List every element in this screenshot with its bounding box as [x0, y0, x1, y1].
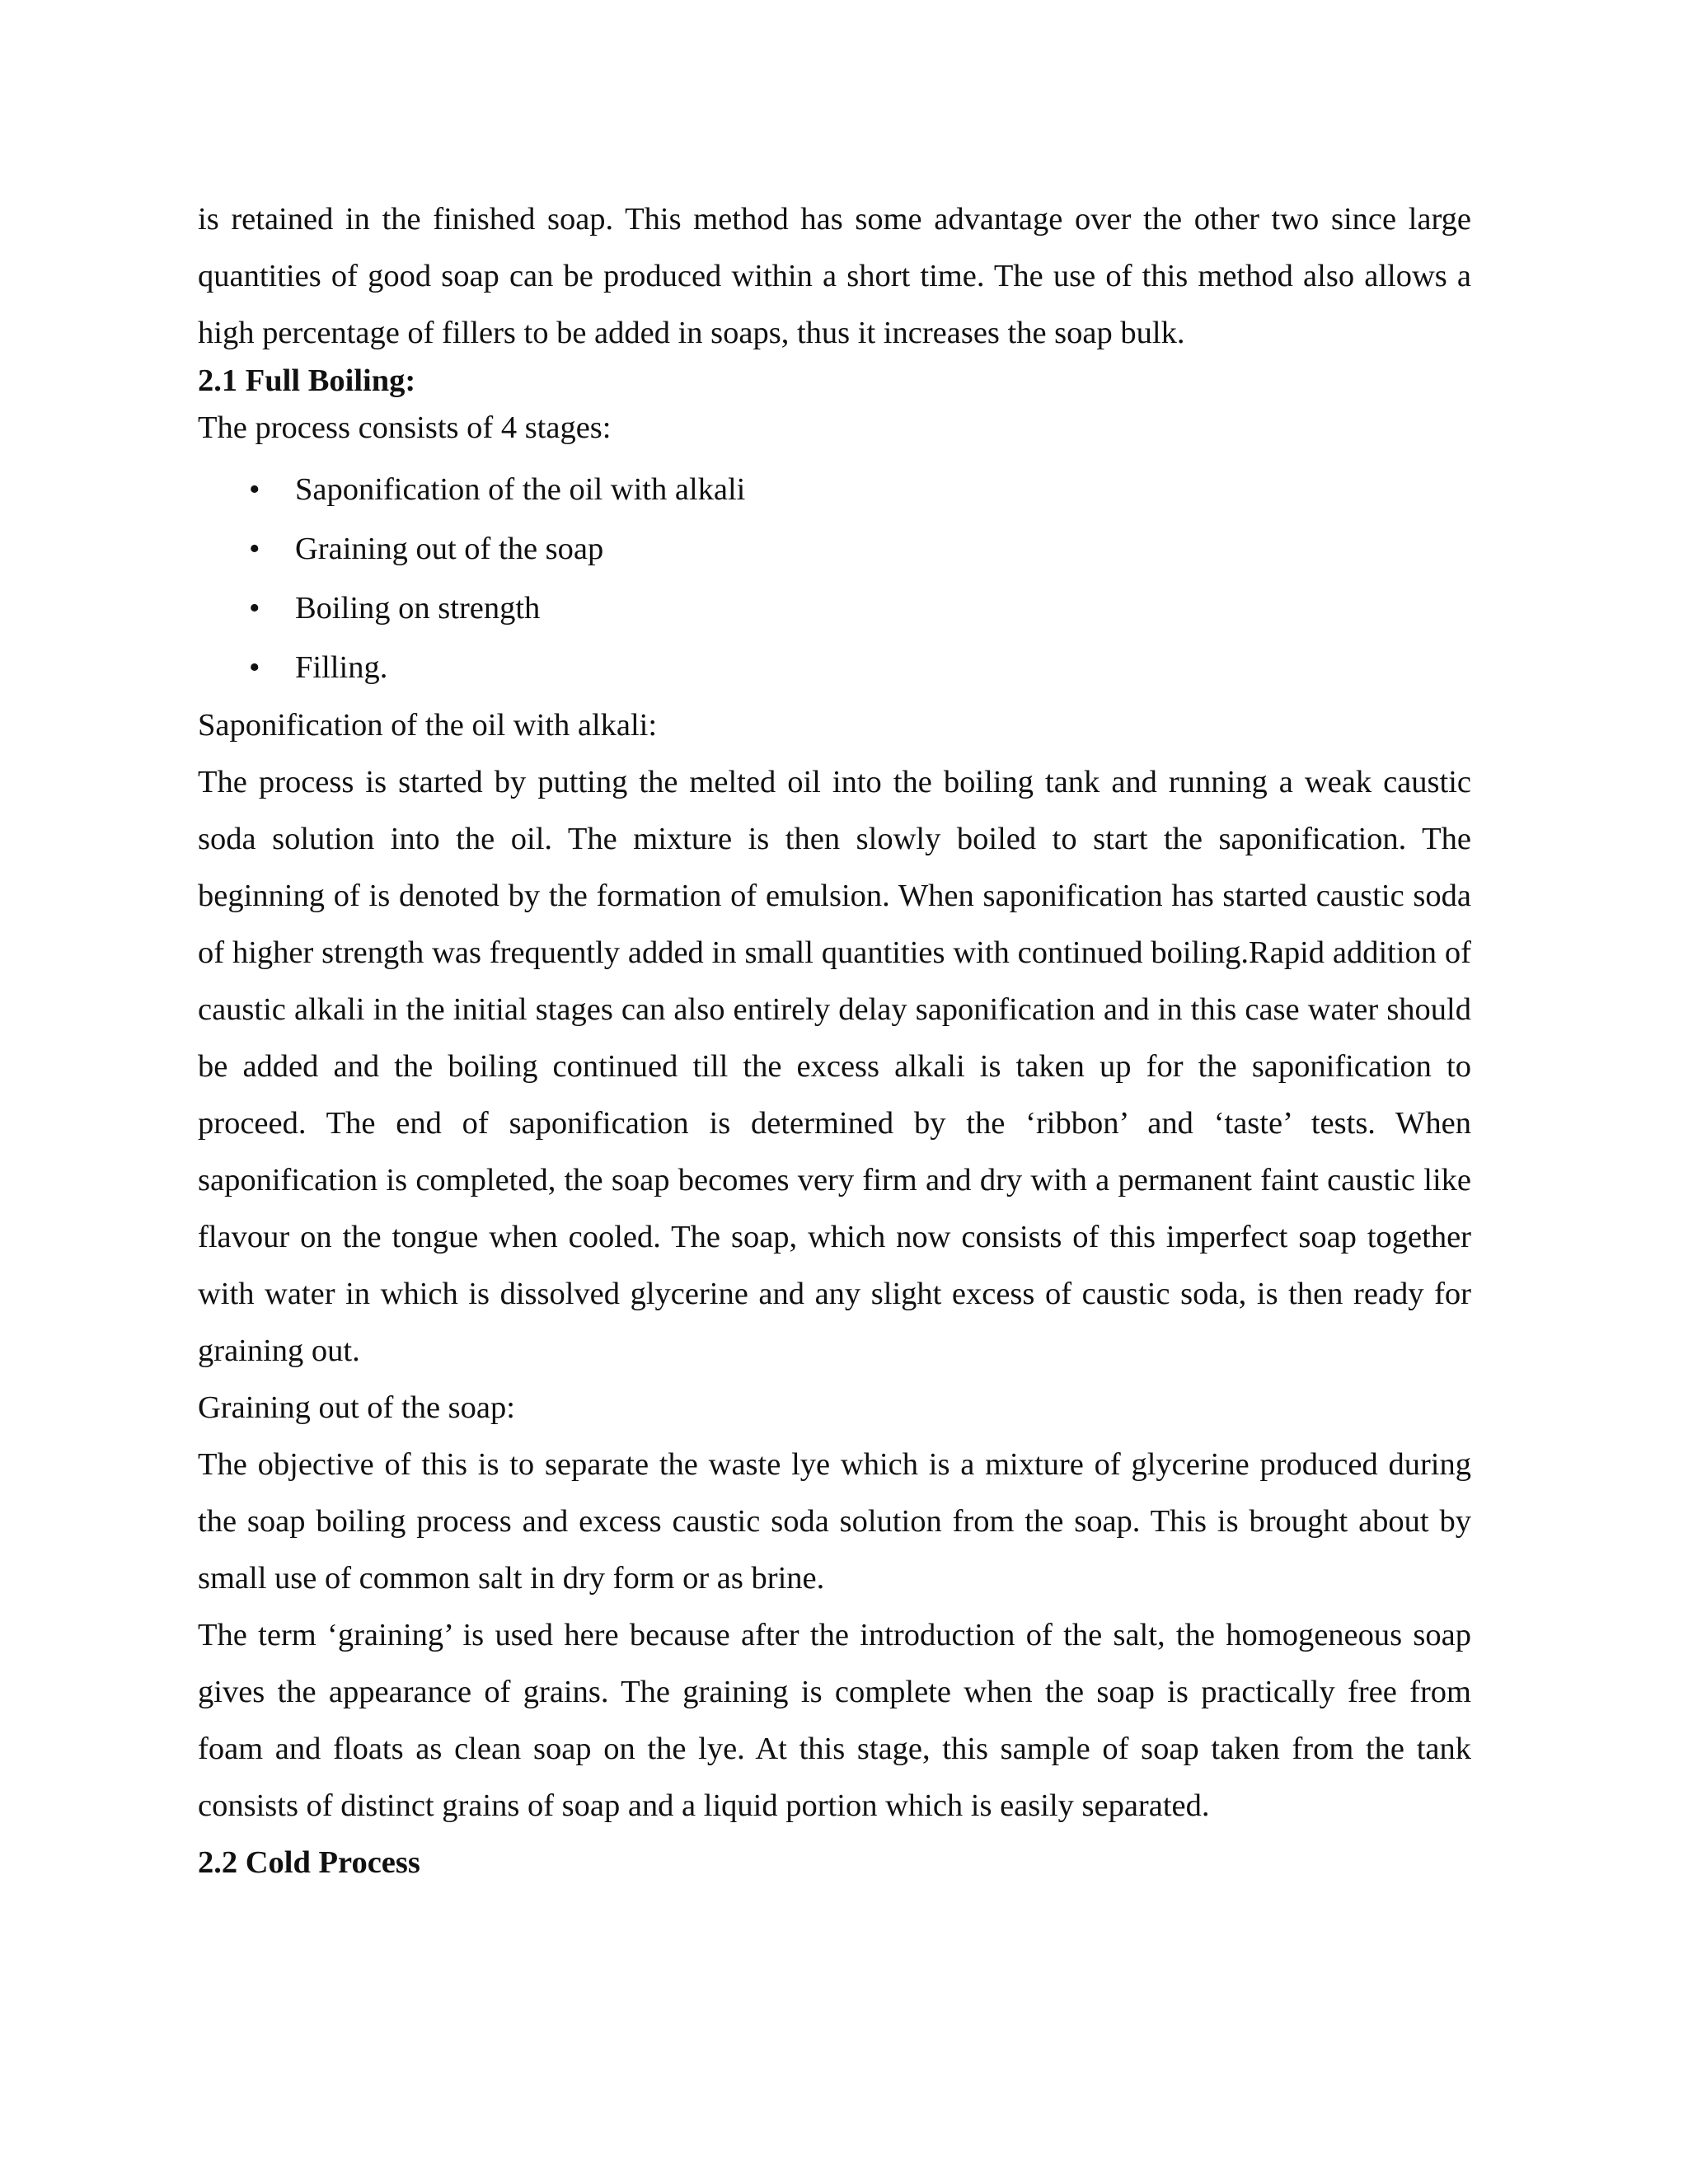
bullet-icon: • [249, 650, 260, 685]
section-heading-full-boiling: 2.1 Full Boiling: [198, 363, 416, 398]
list-item [198, 638, 1471, 697]
list-item [198, 579, 1471, 638]
list-item-label: Graining out of the soap [295, 532, 604, 566]
stages-list [198, 460, 1471, 697]
saponification-paragraph: The process is started by putting the melted oil into the boiling tank and running a weak caustic soda solution into the oil. The mixture is then slowly boiled to start the saponification. The beginning of is denoted by the formation of emulsion. When saponification has started caustic soda of higher strength was frequently added in small quantities with continued boiling.Rapid addition of caustic alkali in the initial stages can also entirely delay saponification and in this case water should be added and the boiling continued till the excess alkali is taken up for the saponification to proceed. The end of saponification is determined by the ‘ribbon’ and ‘taste’ tests. When saponification is completed, the soap becomes very firm and dry with a permanent faint caustic like flavour on the tongue when cooled. The soap, which now consists of this imperfect soap together with water in which is dissolved glycerine and any slight excess of caustic soda, is then ready for graining out. [198, 765, 1471, 1368]
graining-paragraph-2: The term ‘graining’ is used here because after the introduction of the salt, the homogeneous soap gives the appearance of grains. The graining is complete when the soap is practically free from foam and floats as clean soap on the lye. At this stage, this sample of soap taken from the tank consists of distinct grains of soap and a liquid portion which is easily separated. [198, 1618, 1471, 1823]
subheading-graining: Graining out of the soap: [198, 1390, 515, 1425]
bullet-icon: • [249, 532, 260, 566]
bullet-icon: • [249, 472, 260, 507]
document-page [198, 191, 1471, 1891]
subheading-saponification: Saponification of the oil with alkali: [198, 708, 658, 743]
list-item-label: Filling. [295, 650, 388, 685]
list-item-label: Saponification of the oil with alkali [295, 472, 746, 507]
bullet-icon: • [249, 591, 260, 626]
intro-paragraph: is retained in the finished soap. This method has some advantage over the other two since large quantities of good soap can be produced within a short time. The use of this method also allows a high percentage of fillers to be added in soaps, thus it increases the soap bulk. [198, 202, 1471, 350]
section-heading-cold-process: 2.2 Cold Process [198, 1845, 420, 1880]
list-item [198, 519, 1471, 579]
list-item-label: Boiling on strength [295, 591, 541, 626]
graining-paragraph-1: The objective of this is to separate the waste lye which is a mixture of glycerine produced during the soap boiling process and excess caustic soda solution from the soap. This is brought about by small use of common salt in dry form or as brine. [198, 1447, 1471, 1596]
list-item [198, 460, 1471, 519]
stages-intro: The process consists of 4 stages: [198, 410, 612, 445]
